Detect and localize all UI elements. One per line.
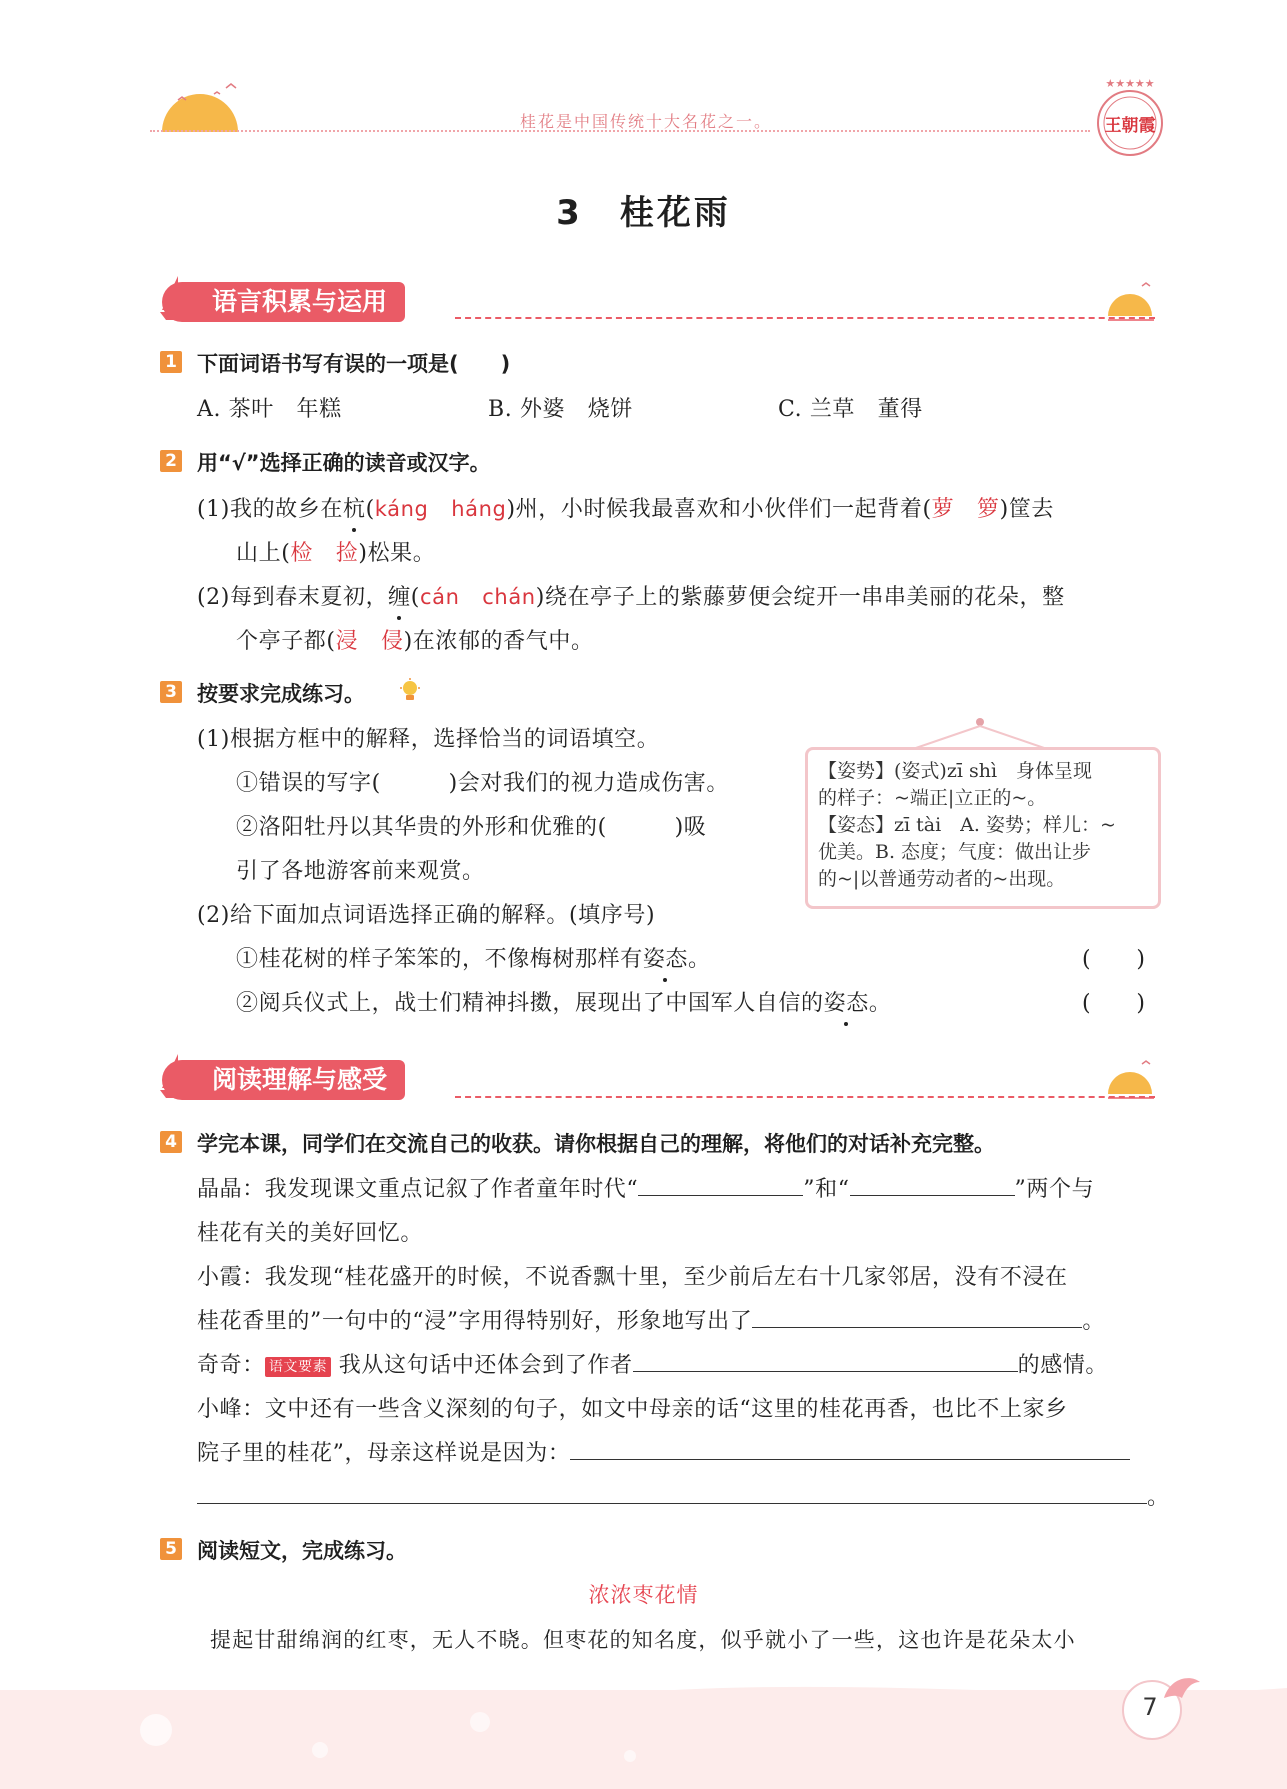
q2-part1-line1: (1)我的故乡在杭(káng háng)州，小时候我最喜欢和小伙伴们一起背着(萝 箩)筐去 [197,492,1054,523]
char-option[interactable]: 萝 [931,497,955,522]
q1-option-b: B. 外婆 烧饼 [488,397,633,422]
question-5-text: 阅读短文，完成练习。 [197,1539,407,1563]
q3-judge1: ①桂花树的样子笨笨的，不像梅树那样有姿态。 [236,942,711,973]
svg-text:王朝霞: 王朝霞 [1104,116,1156,136]
char-option[interactable]: 侵 [380,629,404,654]
pinyin-option[interactable]: cán [419,585,460,609]
question-3-text: 按要求完成练习。 [197,682,365,706]
answer-blank[interactable] [633,1349,1018,1372]
answer-blank[interactable] [850,1173,1015,1196]
dolphin-icon [1160,1668,1204,1708]
q4-line3: 小霞：我发现“桂花盛开的时候，不说香飘十里，至少前后左右十几家邻居，没有不浸在 [197,1265,1068,1290]
q3-item2: ②洛阳牡丹以其华贵的外形和优雅的( )吸 [236,815,707,840]
section-header-language: 语言积累与运用 [162,282,405,322]
article-title: 浓浓枣花情 [588,1583,699,1607]
lesson-title: 3 桂花雨 [556,193,731,233]
lightbulb-icon [398,678,422,704]
q1-option-c: C. 兰草 董得 [778,397,923,422]
section-divider-line [455,1096,1155,1098]
definition-line: 的~|以普通劳动者的~出现。 [818,868,1066,890]
q1-option-a: A. 茶叶 年糕 [197,397,342,422]
answer-blank[interactable] [570,1437,1130,1460]
definition-line: 的样子：~端正|立正的~。 [818,787,1047,809]
q2-part2-line2: 个亭子都(浸 侵)在浓郁的香气中。 [236,629,594,654]
q3-item2-cont: 引了各地游客前来观赏。 [236,859,485,884]
sun-decoration [1100,278,1162,326]
q2-part2-line1: (2)每到春末夏初，缠(cán chán)绕在亭子上的紫藤萝便会绽开一串串美丽的花朵，整 [197,580,1065,611]
section-divider-line [455,317,1155,319]
article-first-line: 提起甘甜绵润的红枣，无人不晓。但枣花的知名度，似乎就小了一些，这也许是花朵太小 [210,1628,1076,1652]
q3-sub1: (1)根据方框中的解释，选择恰当的词语填空。 [197,727,660,752]
question-number-5: 5 [160,1538,182,1560]
question-number-1: 1 [160,351,182,373]
pinyin-option[interactable]: chán [482,585,536,609]
sun-decoration [1100,1056,1162,1104]
pinyin-option[interactable]: háng [451,497,507,521]
char-option[interactable]: 箩 [977,497,1000,522]
language-element-badge: 语文要素 [265,1357,331,1377]
definition-line: 【姿势】(姿式)zī shì 身体呈现 [818,760,1093,782]
question-4-text: 学完本课，同学们在交流自己的收获。请你根据自己的理解，将他们的对话补充完整。 [197,1132,995,1156]
question-number-3: 3 [160,681,182,703]
svg-text:★★★★★: ★★★★★ [1105,77,1155,90]
question-2-text: 用“√”选择正确的读音或汉字。 [197,451,491,475]
q3-judge2-answer[interactable]: ( ) [1082,991,1146,1016]
q3-judge2: ②阅兵仪式上，战士们精神抖擞，展现出了中国军人自信的姿态。 [236,986,891,1017]
question-number-4: 4 [160,1131,182,1153]
author-stamp-logo [1090,75,1170,165]
char-option[interactable]: 浸 [335,629,359,654]
definition-line: 【姿态】zī tài A. 姿势；样儿：~ [818,814,1116,836]
answer-blank[interactable] [752,1305,1082,1328]
answer-blank[interactable] [638,1173,803,1196]
footer-bubbles [120,1700,680,1780]
q4-line4: 桂花香里的”一句中的“浸”字用得特别好，形象地写出了 。 [197,1304,1105,1335]
q4-line8: 。 [197,1480,1170,1511]
q3-judge1-answer[interactable]: ( ) [1082,947,1146,972]
definition-line: 优美。B. 态度；气度：做出让步 [818,841,1092,863]
section-header-reading: 阅读理解与感受 [162,1060,405,1100]
q4-line6: 小峰：文中还有一些含义深刻的句子，如文中母亲的话“这里的桂花再香，也比不上家乡 [197,1397,1068,1422]
q3-sub2: (2)给下面加点词语选择正确的解释。(填序号) [197,903,656,928]
q4-line7: 院子里的桂花”，母亲这样说是因为： [197,1436,1130,1467]
page-number: 7 [1142,1693,1158,1721]
q4-line2: 桂花有关的美好回忆。 [197,1221,424,1246]
q4-line1: 晶晶：我发现课文重点记叙了作者童年时代“ ”和“ ”两个与 [197,1172,1094,1203]
answer-blank[interactable] [197,1481,1147,1504]
header-tagline: 桂花是中国传统十大名花之一。 [520,112,773,131]
q3-item1: ①错误的写字( )会对我们的视力造成伤害。 [236,771,729,796]
question-1-text: 下面词语书写有误的一项是( ) [197,352,511,376]
q2-part1-line2: 山上(检 捡)松果。 [236,541,436,566]
char-option[interactable]: 检 [290,541,313,566]
char-option[interactable]: 捡 [335,541,359,566]
definition-box [805,747,1161,909]
pinyin-option[interactable]: káng [374,497,429,521]
q4-line5: 奇奇： 语文要素 我从这句话中还体会到了作者 的感情。 [197,1348,1108,1379]
question-number-2: 2 [160,450,182,472]
